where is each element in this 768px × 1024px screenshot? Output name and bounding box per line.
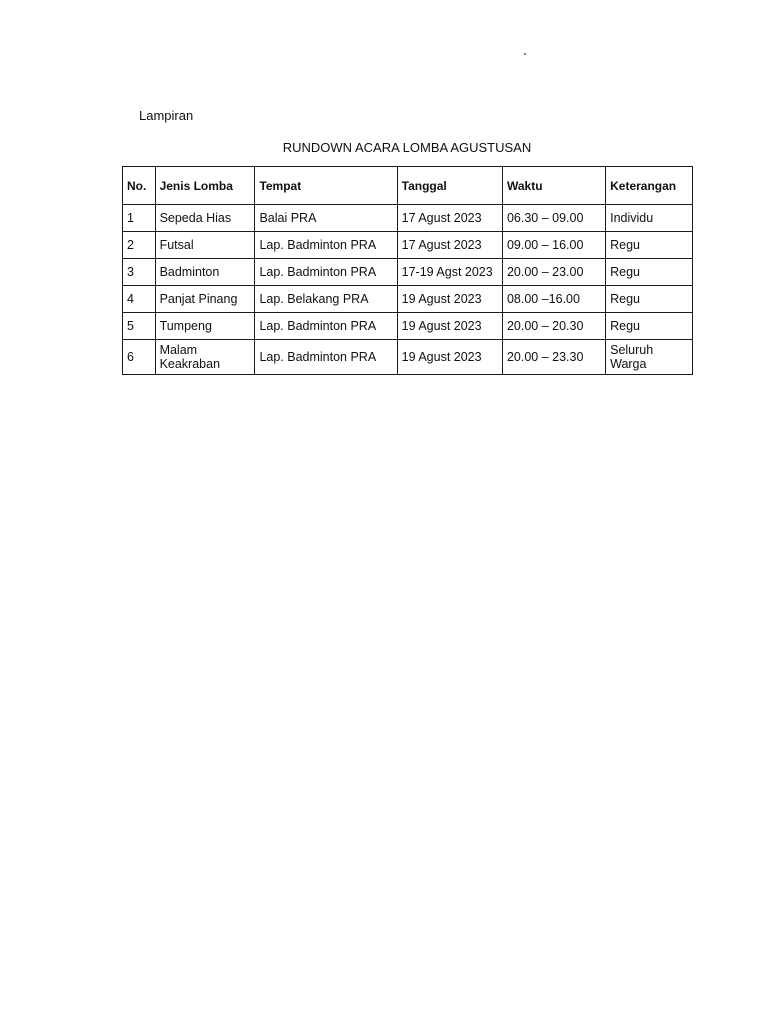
cell-tempat: Lap. Badminton PRA — [255, 340, 397, 375]
cell-jenis-lomba: Tumpeng — [155, 313, 255, 340]
cell-tanggal: 17-19 Agst 2023 — [397, 259, 502, 286]
cell-tanggal: 19 Agust 2023 — [397, 313, 502, 340]
cell-waktu: 20.00 – 23.00 — [502, 259, 605, 286]
cell-keterangan: Regu — [606, 286, 693, 313]
cell-jenis-lomba: Badminton — [155, 259, 255, 286]
cell-jenis-lomba: Sepeda Hias — [155, 205, 255, 232]
cell-no: 5 — [123, 313, 156, 340]
cell-tempat: Lap. Badminton PRA — [255, 232, 397, 259]
cell-waktu: 20.00 – 20.30 — [502, 313, 605, 340]
document-title: RUNDOWN ACARA LOMBA AGUSTUSAN — [282, 140, 532, 155]
cell-tempat: Lap. Belakang PRA — [255, 286, 397, 313]
cell-jenis-lomba: Malam Keakraban — [155, 340, 255, 375]
header-tanggal: Tanggal — [397, 167, 502, 205]
table-row — [123, 313, 693, 340]
table-row — [123, 232, 693, 259]
cell-keterangan: Individu — [606, 205, 693, 232]
cell-waktu: 20.00 – 23.30 — [502, 340, 605, 375]
header-jenis-lomba: Jenis Lomba — [155, 167, 255, 205]
cell-waktu: 09.00 – 16.00 — [502, 232, 605, 259]
cell-keterangan: Regu — [606, 259, 693, 286]
cell-tempat: Lap. Badminton PRA — [255, 313, 397, 340]
cell-keterangan: Seluruh Warga — [606, 340, 693, 375]
header-no: No. — [123, 167, 156, 205]
rundown-table — [122, 166, 693, 375]
cell-no: 6 — [123, 340, 156, 375]
table-row — [123, 340, 693, 375]
scan-speck — [524, 53, 526, 55]
header-tempat: Tempat — [255, 167, 397, 205]
cell-no: 1 — [123, 205, 156, 232]
table-row — [123, 205, 693, 232]
table-row — [123, 286, 693, 313]
cell-tanggal: 17 Agust 2023 — [397, 205, 502, 232]
header-keterangan: Keterangan — [606, 167, 693, 205]
cell-keterangan: Regu — [606, 232, 693, 259]
cell-tempat: Balai PRA — [255, 205, 397, 232]
header-waktu: Waktu — [502, 167, 605, 205]
cell-no: 2 — [123, 232, 156, 259]
attachment-label: Lampiran — [139, 108, 194, 123]
cell-keterangan: Regu — [606, 313, 693, 340]
cell-tempat: Lap. Badminton PRA — [255, 259, 397, 286]
table-row — [123, 259, 693, 286]
cell-tanggal: 19 Agust 2023 — [397, 286, 502, 313]
cell-no: 3 — [123, 259, 156, 286]
cell-jenis-lomba: Panjat Pinang — [155, 286, 255, 313]
cell-waktu: 06.30 – 09.00 — [502, 205, 605, 232]
cell-jenis-lomba: Futsal — [155, 232, 255, 259]
cell-tanggal: 19 Agust 2023 — [397, 340, 502, 375]
cell-tanggal: 17 Agust 2023 — [397, 232, 502, 259]
cell-no: 4 — [123, 286, 156, 313]
table-header-row — [123, 167, 693, 205]
cell-waktu: 08.00 –16.00 — [502, 286, 605, 313]
